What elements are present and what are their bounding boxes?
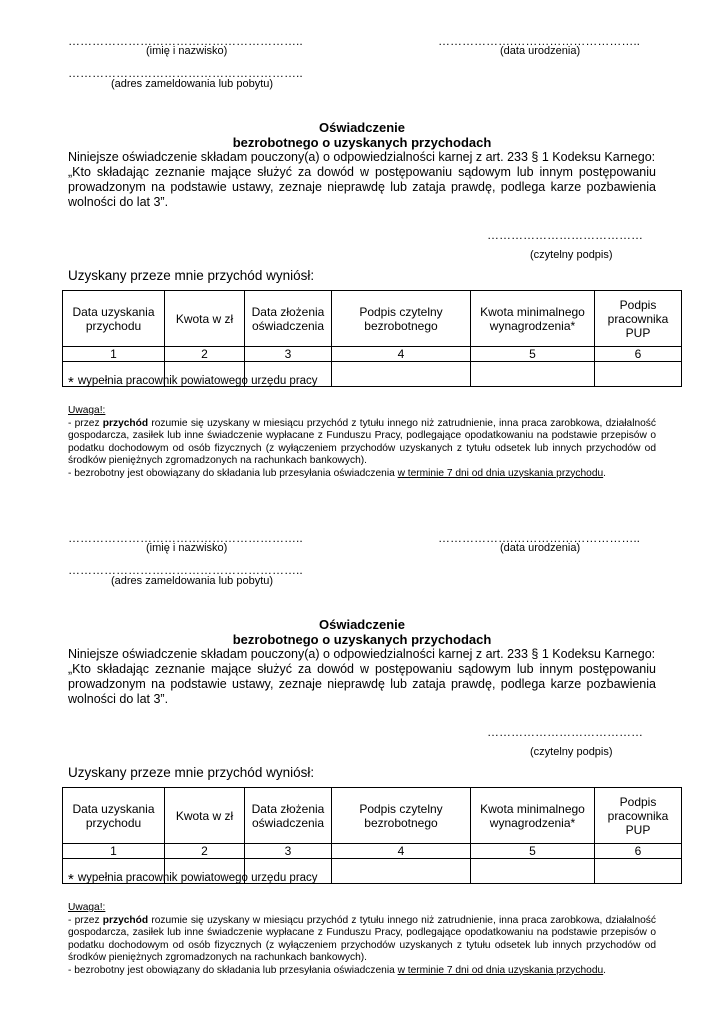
column-number: 6 [595, 844, 682, 859]
entry-cell-minimum-wage[interactable] [471, 362, 595, 387]
footnote-star: * [68, 871, 74, 888]
header-cell-amount: Kwota w zł [165, 788, 245, 844]
header-cell-amount: Kwota w zł [165, 291, 245, 347]
footnote-star: * [68, 374, 74, 391]
note-2-prefix: - bezrobotny jest obowiązany do składania lub przesyłania oświadczenia [68, 467, 398, 479]
address-dotted-line[interactable]: ………………………………………………….. [68, 563, 303, 577]
notes-heading: Uwaga!: [68, 902, 106, 913]
header-cell-minimum-wage: Kwota minimalnego wynagrodzenia* [471, 291, 595, 347]
name-label: (imię i nazwisko) [146, 542, 228, 554]
note-2-deadline: w terminie 7 dni od dnia uzyskania przychodu [397, 467, 604, 479]
table-header-row [63, 291, 682, 347]
header-cell-income-date: Data uzyskania przychodu [63, 788, 165, 844]
header-cell-pup-signature: Podpis pracownika PUP [595, 291, 682, 347]
intro-line: Niniejsze oświadczenie składam pouczony(a) o odpowiedzialności karnej z art. 233 § 1 Kodeksu Karnego: [68, 647, 656, 661]
note-2 [68, 965, 656, 978]
note-1 [68, 418, 656, 468]
intro-line: Niniejsze oświadczenie składam pouczony(a) o odpowiedzialności karnej z art. 233 § 1 Kodeksu Karnego: [68, 150, 656, 164]
header-cell-income-date: Data uzyskania przychodu [63, 291, 165, 347]
note-2-deadline: w terminie 7 dni od dnia uzyskania przychodu [397, 964, 604, 976]
declaration-form-1 [0, 0, 724, 500]
birth-date-label: (data urodzenia) [500, 45, 581, 57]
column-number: 3 [245, 347, 332, 362]
income-table [62, 290, 682, 387]
note-2-suffix: . [603, 467, 606, 479]
table-header-row [63, 788, 682, 844]
header-cell-minimum-wage: Kwota minimalnego wynagrodzenia* [471, 788, 595, 844]
column-number: 1 [63, 347, 165, 362]
column-number: 5 [471, 844, 595, 859]
signature-dotted-line[interactable]: ………………………………… [487, 725, 643, 739]
form-title-line1: Oświadczenie [319, 120, 405, 135]
note-2-suffix: . [603, 964, 606, 976]
address-dotted-line[interactable]: ………………………………………………….. [68, 66, 303, 80]
income-table [62, 787, 682, 884]
notes-section [68, 405, 656, 480]
income-label: Uzyskany przeze mnie przychód wyniósł: [68, 765, 315, 780]
column-number: 3 [245, 844, 332, 859]
form-title-line1: Oświadczenie [319, 617, 405, 632]
footnote-text: wypełnia pracownik powiatowego urzędu pracy [77, 375, 318, 387]
column-number: 6 [595, 347, 682, 362]
header-cell-submission-date: Data złożenia oświadczenia [245, 291, 332, 347]
intro-quote: „Kto składając zeznanie mające służyć za dowód w postępowaniu sądowym lub innym postępowaniu prowadzonym na podstawie ustawy, zeznaje nieprawdę lub zataja prawdę, podlega karze pozbawienia wolności do lat 3”. [68, 165, 656, 209]
signature-label: (czytelny podpis) [530, 249, 613, 261]
entry-cell-unemployed-signature[interactable] [332, 362, 471, 387]
note-1 [68, 915, 656, 965]
table-number-row [63, 844, 682, 859]
signature-label: (czytelny podpis) [530, 746, 613, 758]
declaration-form-2 [0, 497, 724, 997]
note-1-prefix: - przez [68, 914, 103, 926]
header-cell-submission-date: Data złożenia oświadczenia [245, 788, 332, 844]
entry-cell-pup-signature[interactable] [595, 362, 682, 387]
entry-cell-unemployed-signature[interactable] [332, 859, 471, 884]
signature-dotted-line[interactable]: ………………………………… [487, 228, 643, 242]
entry-cell-minimum-wage[interactable] [471, 859, 595, 884]
column-number: 4 [332, 347, 471, 362]
column-number: 4 [332, 844, 471, 859]
address-label: (adres zameldowania lub pobytu) [111, 575, 274, 587]
note-1-rest: rozumie się uzyskany w miesiącu przychód z tytułu innego niż zatrudnienie, inna praca zarobkowa, działalność gospodarcza, zasiłek lub inne świadczenie wypłacane z Funduszu Pracy, podlegające opodatkowaniu na podstawie przepisów o podatku dochodowym od osób fizycznych (z wyłączeniem przychodów uzyskanych z tytułu odsetek lub innych przychodów od środków pieniężnych zgromadzonych na rachunkach bankowych). [68, 914, 656, 963]
note-2-prefix: - bezrobotny jest obowiązany do składania lub przesyłania oświadczenia [68, 964, 398, 976]
notes-section [68, 902, 656, 977]
address-label: (adres zameldowania lub pobytu) [111, 78, 274, 90]
income-label: Uzyskany przeze mnie przychód wyniósł: [68, 268, 315, 283]
name-dotted-line[interactable]: ………………………………………………….. [68, 531, 303, 545]
intro-text [68, 150, 656, 210]
column-number: 2 [165, 347, 245, 362]
header-cell-unemployed-signature: Podpis czytelny bezrobotnego [332, 291, 471, 347]
form-title [0, 617, 724, 647]
form-title-line2: bezrobotnego o uzyskanych przychodach [232, 135, 492, 150]
footnote [68, 871, 318, 888]
note-1-rest: rozumie się uzyskany w miesiącu przychód z tytułu innego niż zatrudnienie, inna praca zarobkowa, działalność gospodarcza, zasiłek lub inne świadczenie wypłacane z Funduszu Pracy, podlegające opodatkowaniu na podstawie przepisów o podatku dochodowym od osób fizycznych (z wyłączeniem przychodów uzyskanych z tytułu odsetek lub innych przychodów od środków pieniężnych zgromadzonych na rachunkach bankowych). [68, 417, 656, 466]
intro-text [68, 647, 656, 707]
form-title-line2: bezrobotnego o uzyskanych przychodach [232, 632, 492, 647]
note-1-bold: przychód [102, 417, 149, 429]
header-cell-unemployed-signature: Podpis czytelny bezrobotnego [332, 788, 471, 844]
form-title [0, 120, 724, 150]
column-number: 5 [471, 347, 595, 362]
footnote [68, 374, 318, 391]
name-dotted-line[interactable]: ………………………………………………….. [68, 34, 303, 48]
footnote-text: wypełnia pracownik powiatowego urzędu pracy [77, 872, 318, 884]
column-number: 1 [63, 844, 165, 859]
column-number: 2 [165, 844, 245, 859]
name-label: (imię i nazwisko) [146, 45, 228, 57]
intro-quote: „Kto składając zeznanie mające służyć za dowód w postępowaniu sądowym lub innym postępowaniu prowadzonym na podstawie ustawy, zeznaje nieprawdę lub zataja prawdę, podlega karze pozbawienia wolności do lat 3”. [68, 662, 656, 706]
entry-cell-pup-signature[interactable] [595, 859, 682, 884]
header-cell-pup-signature: Podpis pracownika PUP [595, 788, 682, 844]
note-2 [68, 468, 656, 481]
birth-date-dotted-line[interactable]: ……………….………………………….. [438, 34, 641, 48]
note-1-bold: przychód [102, 914, 149, 926]
birth-date-dotted-line[interactable]: ……………….………………………….. [438, 531, 641, 545]
note-1-prefix: - przez [68, 417, 103, 429]
notes-heading: Uwaga!: [68, 405, 106, 416]
table-number-row [63, 347, 682, 362]
birth-date-label: (data urodzenia) [500, 542, 581, 554]
